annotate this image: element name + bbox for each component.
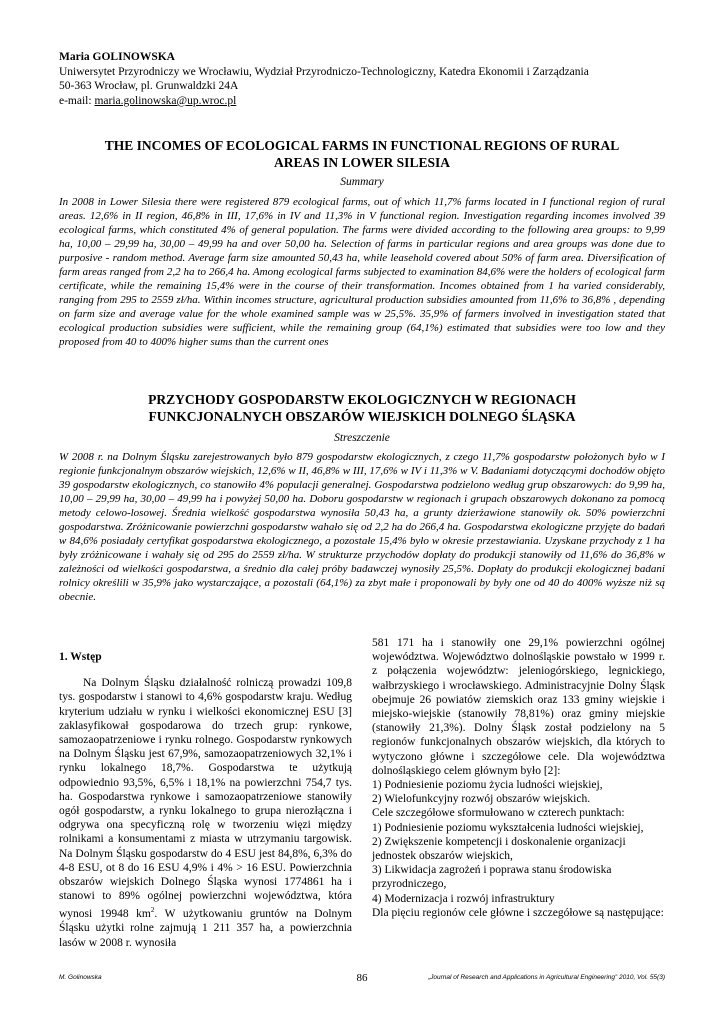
polish-title-line2: FUNKCJONALNYCH OBSZARÓW WIEJSKICH DOLNEGO ŚLĄSKA — [148, 409, 576, 424]
email-link[interactable]: maria.golinowska@up.wroc.pl — [94, 94, 237, 107]
left-column — [59, 650, 352, 950]
page-number: 86 — [356, 972, 368, 984]
footer-author: M. Golinowska — [59, 974, 102, 981]
english-title-line2: AREAS IN LOWER SILESIA — [274, 155, 450, 170]
main-goal-2: 2) Wielofunkcyjny rozwój obszarów wiejskich. — [372, 793, 591, 806]
polish-title-line1: PRZYCHODY GOSPODARSTW EKOLOGICZNYCH W REGIONACH — [148, 392, 576, 407]
email-label: e-mail: — [59, 94, 95, 107]
intro-right-text: 581 171 ha i stanowiły one 29,1% powierzchni ogólnej województwa. Województwo dolnośląskie powstało w 1999 r. z połączenia województw: jeleniogórskiego, legnickiego, wałbrzyskiego i wrocławskiego. Administracyjnie Dolny Śląsk obejmuje 26 powiatów ziemskich oraz 133 gminy wiejskie i miejsko-wiejskie (stanowiły 78,81%) oraz gminy miejskie (stanowiły 21,3%). Dolny Śląsk został podzielony na 5 regionów funkcjonalnych obszarów wiejskich, dla których to wytyczono główne i szczegółowe cele. Dla województwa dolnośląskiego celem głównym było [2]: — [372, 637, 665, 777]
intro-left-text-end: . W użytkowaniu gruntów na Dolnym Śląsku użytki rolne zajmują 1 211 357 ha, a powierzchnia lasów w 2008 r. wynosiła — [59, 908, 353, 949]
right-column — [372, 636, 665, 920]
english-title — [59, 137, 665, 171]
footer-journal: „Journal of Research and Applications in Agricultural Engineering” 2010, Vol. 55(3) — [427, 974, 665, 981]
author-affiliation: Uniwersytet Przyrodniczy we Wrocławiu, Wydział Przyrodniczo-Technologiczny, Katedra Ekonomii i Zarządzania — [59, 65, 589, 78]
detail-intro: Cele szczegółowe sformułowano w czterech punktach: — [372, 807, 625, 820]
detail-goal-2: 2) Zwiększenie kompetencji i doskonalenie organizacji jednostek obszarów wiejskich, — [372, 835, 626, 863]
detail-goal-4: 4) Modernizacja i rozwój infrastruktury — [372, 892, 555, 905]
polish-title — [59, 391, 665, 425]
superscript: 2 — [150, 906, 155, 915]
intro-paragraph-left — [59, 676, 352, 950]
author-address: 50-363 Wrocław, pl. Grunwaldzki 24A — [59, 80, 239, 93]
closing-line: Dla pięciu regionów cele główne i szczegółowe są następujące: — [372, 906, 664, 919]
intro-left-text: Na Dolnym Śląsku działalność rolniczą prowadzi 109,8 tys. gospodarstw i stanowi to 4,6% gospodarstw kraju. Według kryterium udziału w rynku i wielkości ekonomicznej ESU [3] zaklasyfikował gospodarowa do trzech grup: rynkowe, samozaopatrzeniowe i rynku rolnego. Gospodarstw rynkowych na Dolnym Śląsku jest 67,9%, samozaopatrzeniowych 32,1% i rynku lokalnego 18,7%. Gospodarstwa te użytkują odpowiednio 93,5%, 6,5% i 18,1% na powierzchni 754,7 tys. ha. Gospodarstwa rynkowe i samozaopatrzeniowe stanowiły ogół gospodarstw, a rynku lokalnego to grupa nierozłączna i odgrywa ona specyficzną rolę w tworzeniu więzi między rolnikami a konsumentami z miasta w utrzymaniu targowisk. Na Dolnym Śląsku gospodarstw do 4 ESU jest 84,8%, 6,3% do 4-8 ESU, ot 8 do 16 ESU 4,9% i 4% > 16 ESU. Powierzchnia obszarów wiejskich Dolnego Śląska wynosi 1774861 ha i stanowi to 89% ogólnej powierzchni województwa, która wynosi 19948 km — [59, 677, 352, 921]
english-title-line1: THE INCOMES OF ECOLOGICAL FARMS IN FUNCTIONAL REGIONS OF RURAL — [104, 138, 620, 153]
author-email-line — [59, 94, 669, 109]
section-heading: 1. Wstęp — [59, 651, 102, 663]
detail-goal-1: 1) Podniesienie poziomu wykształcenia ludności wiejskiej, — [372, 821, 644, 834]
main-goal-1: 1) Podniesienie poziomu życia ludności wiejskiej, — [372, 779, 603, 792]
polish-abstract: W 2008 r. na Dolnym Śląsku zarejestrowanych było 879 gospodarstw ekologicznych, z czego 11,7% gospodarstw położonych było w I regionie funkcjonalnym obszarów wiejskich, 12,6% w II, 46,8% w III, 17,6% w IV i 11,3% w V. Badaniami dotyczącymi dochodów objęto 39 gospodarstw ekologicznych, co stanowiło 4% populacji generalnej. Gospodarstwa podzielono według grup obszarowych: do 9,99 ha, 10,00 – 29,99 ha, 30,00 – 49,99 ha i powyżej 50,00 ha. Doboru gospodarstw w regionach i grupach obszarowych dokonano za pomocą metody celowo-losowej. Średnia wielkość gospodarstwa wynosiła 50,43 ha, a grunty dzierżawione stanowiły ok. 50% powierzchni gospodarstwa. Zróżnicowanie powierzchni gospodarstw wahało się od 2,2 ha do 266,4 ha. Gospodarstwa ekologiczne przyjęte do badań w 84,6% posiadały certyfikat gospodarstwa ekologicznego, a pozostałe 15,4% było w okresie przestawiania. Uzyskane przychody z 1 ha były zróżnicowane i wahały się od 295 do 2559 zł/ha. W strukturze przychodów dopłaty do produkcji stanowiły od 11,6% do 36,8% w zależności od wielkości gospodarstwa, a średnio dla całej próby badawczej wynosiły 25,5%. Dopłaty do produkcji ekologicznej badani rolnicy określili w 35,9% jako wystarczające, a pozostali (64,1%) za zbyt małe i proponowali by były one od 40 do 400% wyższe niż są obecnie. — [59, 451, 665, 604]
summary-heading: Summary — [340, 176, 384, 188]
author-block — [59, 50, 669, 108]
streszczenie-heading: Streszczenie — [334, 432, 390, 444]
english-abstract: In 2008 in Lower Silesia there were registered 879 ecological farms, out of which 11,7% farms located in I functional region of rural areas. 12,6% in II region, 46,8% in III, 17,6% in IV and 11,3% in V functional region. Investigation regarding incomes involved 39 ecological farms, which constituted 4% of general population. The farms were divided according to the following area groups: to 9,99 ha, 10,00 – 29,99 ha, 30,00 – 49,99 ha and over 50,00 ha. Selection of farms in particular regions and area groups was done due to purposive - random method. Average farm size amounted 50,43 ha, while leasehold covered about 50% of farm area. Diversification of farm areas ranged from 2,2 ha to 266,4 ha. Among ecological farms subjected to examination 84,6% were the holders of ecological farm certificate, while the remaining 15,4% were in the course of their transformation. Incomes obtained from 1 ha varied considerably, ranging from 295 to 2559 zł/ha. Within incomes structure, agricultural production subsidies amounted from 11,6% to 36,8% , depending on farm size and average value for the whole examined sample was w 25,5%. 35,9% of farmers involved in investigation stated that ecological production subsidies were sufficient, while the remaining group (64,1%) estimated that subsidies were too low and they proposed from 40 to 400% higher sums than the current ones — [59, 196, 665, 349]
detail-goal-3: 3) Likwidacja zagrożeń i poprawa stanu środowiska przyrodniczego, — [372, 864, 612, 891]
author-name: Maria GOLINOWSKA — [59, 51, 175, 63]
